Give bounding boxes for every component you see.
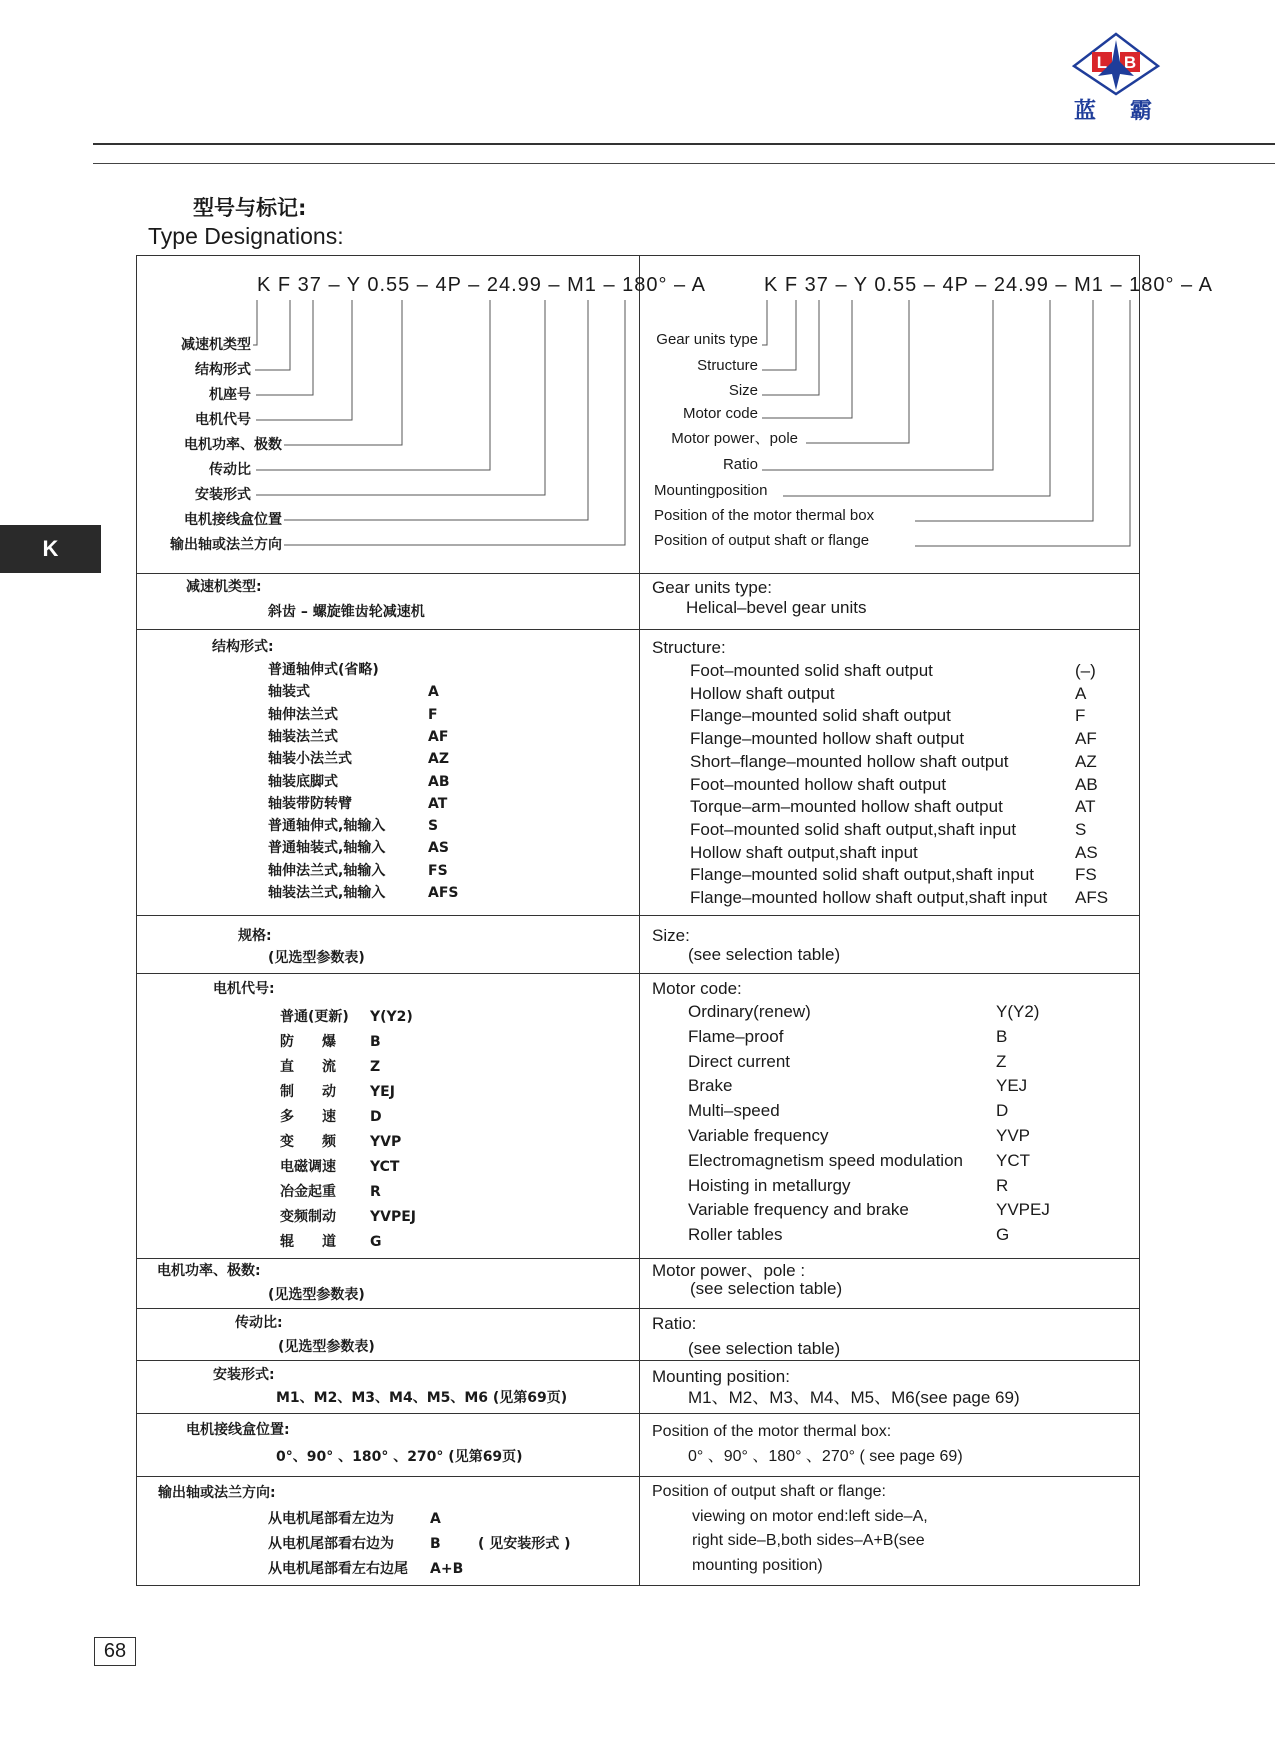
structure-cn-row-name: 轴伸法兰式: [268, 706, 338, 723]
output-cn-row-name: 从电机尾部看左右边尾: [268, 1561, 408, 1577]
motor-code-en-row-name: Ordinary(renew): [688, 1002, 811, 1021]
legend-en-item: Position of the motor thermal box: [654, 507, 875, 524]
structure-cn-row-code: AT: [428, 795, 448, 812]
motor-code-en-row-name: Variable frequency: [688, 1126, 829, 1145]
leader-lines: [0, 0, 1275, 600]
motor-code-en-row-code: YVP: [996, 1126, 1031, 1145]
structure-en-row-code: (–): [1075, 661, 1096, 680]
legend-en-item: Mountingposition: [654, 482, 768, 499]
motor-code-en-row-name: Variable frequency and brake: [688, 1200, 909, 1220]
title-en: Type Designations:: [148, 223, 344, 249]
structure-cn-row-name: 普通轴装式,轴输入: [268, 840, 386, 857]
output-cn-row-code: B: [430, 1536, 441, 1552]
row-divider: [136, 1476, 1140, 1477]
row-divider: [136, 1258, 1140, 1259]
structure-cn-row-name: 普通轴伸式,轴输入: [268, 818, 386, 835]
motor-code-cn-row-name: 冶金起重: [280, 1184, 336, 1200]
motor-power-en-label: Motor power、pole :: [652, 1261, 806, 1280]
legend-en-item: Size: [728, 382, 758, 399]
motor-power-en-value: (see selection table): [690, 1279, 843, 1298]
motor-code-en-row-name: Brake: [688, 1076, 733, 1096]
legend-cn-item: 电机代号: [195, 412, 251, 428]
structure-cn-row-code: AF: [428, 728, 449, 745]
ratio-en-value: (see selection table): [688, 1339, 841, 1358]
motor-code-en-row-code: YCT: [996, 1150, 1030, 1170]
structure-cn-row-code: S: [428, 818, 439, 835]
legend-en-item: Ratio: [722, 456, 758, 473]
row-divider: [136, 629, 1140, 630]
motor-code-cn-row-name: 防 爆: [280, 1034, 336, 1050]
row-divider: [136, 1308, 1140, 1309]
structure-cn-row-code: A: [428, 684, 439, 701]
structure-en-row-code: A: [1075, 683, 1087, 703]
output-en-label: Position of output shaft or flange:: [652, 1483, 886, 1500]
motor-code-cn-row-code: Z: [370, 1059, 381, 1075]
motor-code-en-row-code: Y(Y2): [996, 1002, 1040, 1021]
gear-type-en-label: Gear units type:: [652, 578, 773, 597]
size-en-value: (see selection table): [688, 945, 841, 964]
title-cn: 型号与标记:: [193, 196, 307, 220]
row-divider: [136, 1413, 1140, 1414]
motor-code-cn-row-code: YCT: [370, 1159, 400, 1175]
motor-code-en-row-code: D: [996, 1101, 1009, 1121]
thermal-box-en-label: Position of the motor thermal box:: [652, 1423, 892, 1440]
structure-cn-row-code: AS: [428, 840, 449, 857]
structure-cn-row-name: 轴装底脚式: [268, 773, 338, 790]
size-en-label: Size:: [652, 926, 690, 945]
logo-cn-right: 霸: [1130, 99, 1153, 124]
ratio-en-label: Ratio:: [652, 1314, 697, 1333]
section-tab-k: K: [0, 525, 101, 573]
output-en-line: viewing on motor end:left side–A,: [692, 1508, 928, 1525]
output-cn-row-code: A: [430, 1511, 441, 1527]
structure-cn-row-code: FS: [428, 862, 448, 879]
row-divider: [136, 915, 1140, 916]
structure-cn-row-code: AB: [428, 773, 450, 790]
ratio-cn-label: 传动比:: [235, 1315, 283, 1331]
motor-code-en-label: Motor code:: [652, 979, 742, 998]
legend-en-item: Motor power、pole: [671, 430, 798, 447]
legend-cn-item: 结构形式: [195, 362, 251, 378]
designation-code-cn: K F 37 – Y 0.55 – 4P – 24.99 – M1 – 180° – A: [257, 274, 706, 296]
structure-en-row-code: AB: [1075, 774, 1098, 794]
motor-code-cn-row-name: 直 流: [280, 1059, 336, 1075]
structure-en-row-code: AFS: [1075, 888, 1109, 907]
logo-cn-left: 蓝: [1074, 99, 1097, 124]
structure-cn-row-name: 轴装带防转臂: [268, 795, 352, 812]
structure-en-row-name: Torque–arm–mounted hollow shaft output: [690, 797, 1003, 817]
mounting-en-label: Mounting position:: [652, 1367, 790, 1386]
motor-code-en-row-name: Direct current: [688, 1051, 791, 1071]
gear-type-cn-label: 减速机类型:: [186, 579, 262, 595]
logo-letter-b: B: [1123, 53, 1137, 72]
legend-en-item: Position of output shaft or flange: [654, 532, 870, 549]
legend-cn-item: 电机功率、极数: [184, 437, 282, 453]
row-divider: [136, 973, 1140, 974]
motor-code-en-row-name: Electromagnetism speed modulation: [688, 1150, 963, 1170]
motor-code-cn-row-name: 多 速: [280, 1109, 336, 1125]
motor-code-cn-row-code: G: [370, 1234, 382, 1250]
legend-cn-item: 输出轴或法兰方向: [170, 537, 282, 553]
structure-en-row-name: Short–flange–mounted hollow shaft output: [690, 751, 1009, 771]
page-number: 68: [94, 1637, 136, 1666]
structure-cn-row-code: F: [428, 706, 438, 723]
output-cn-label: 输出轴或法兰方向:: [158, 1485, 276, 1501]
legend-en-item: Structure: [697, 357, 758, 374]
motor-code-cn-row-name: 普通(更新): [280, 1009, 349, 1025]
motor-code-cn-row-code: YVP: [370, 1134, 402, 1150]
designation-code-en: K F 37 – Y 0.55 – 4P – 24.99 – M1 – 180° – A: [764, 274, 1213, 296]
output-cn-row-code: A+B: [430, 1561, 464, 1577]
structure-cn-row-name: 轴装法兰式: [268, 728, 338, 745]
output-en-line: right side–B,both sides–A+B(see: [692, 1532, 925, 1549]
gear-type-en-value: Helical–bevel gear units: [686, 598, 867, 617]
structure-en-row-name: Foot–mounted solid shaft output,shaft input: [690, 819, 1017, 839]
structure-en-row-name: Foot–mounted solid shaft output: [690, 661, 933, 680]
structure-cn-row-code: AFS: [428, 885, 459, 901]
motor-code-cn-row-name: 电磁调速: [280, 1159, 336, 1175]
thermal-box-en-value: 0° 、90° 、180° 、270° ( see page 69): [688, 1448, 963, 1465]
gear-type-cn-value: 斜齿 – 螺旋锥齿轮减速机: [268, 604, 425, 620]
output-cn-note: ( 见安装形式 ): [478, 1536, 571, 1552]
size-cn-value: (见选型参数表): [268, 950, 365, 966]
motor-code-en-row-code: Z: [996, 1051, 1007, 1071]
structure-en-row-name: Flange–mounted hollow shaft output,shaft input: [690, 888, 1048, 907]
motor-code-cn-row-name: 变 频: [280, 1134, 336, 1150]
output-cn-row-name: 从电机尾部看左边为: [268, 1511, 394, 1527]
legend-en-item: Motor code: [682, 405, 758, 422]
motor-code-cn-label: 电机代号:: [213, 981, 275, 997]
motor-power-cn-label: 电机功率、极数:: [157, 1263, 261, 1279]
structure-cn-row-name: 轴装法兰式,轴输入: [268, 885, 386, 901]
legend-cn-item: 安装形式: [195, 487, 251, 503]
motor-code-cn-row-code: B: [370, 1034, 381, 1050]
motor-code-en-row-code: B: [996, 1026, 1008, 1046]
legend-cn-item: 传动比: [209, 462, 251, 478]
motor-code-en-row-code: YVPEJ: [996, 1200, 1050, 1220]
structure-cn-row-name: 普通轴伸式(省略): [268, 662, 379, 678]
motor-code-en-row-name: Roller tables: [688, 1225, 783, 1245]
mounting-cn-label: 安装形式:: [213, 1367, 275, 1383]
motor-code-cn-row-code: R: [370, 1184, 381, 1200]
structure-cn-row-name: 轴伸法兰式,轴输入: [268, 862, 386, 879]
motor-code-en-row-name: Flame–proof: [688, 1026, 784, 1046]
motor-code-en-row-code: G: [996, 1225, 1010, 1245]
motor-code-cn-row-name: 变频制动: [280, 1209, 336, 1225]
structure-en-row-code: S: [1075, 819, 1087, 839]
legend-en-item: Gear units type: [656, 331, 758, 348]
output-en-line: mounting position): [692, 1557, 823, 1574]
ratio-cn-value: (见选型参数表): [278, 1339, 375, 1355]
structure-cn-label: 结构形式:: [212, 639, 274, 655]
structure-cn-row-name: 轴装式: [268, 684, 310, 701]
motor-code-en-row-name: Multi–speed: [688, 1101, 780, 1121]
structure-en-row-name: Foot–mounted hollow shaft output: [690, 774, 947, 794]
motor-code-cn-row-code: Y(Y2): [370, 1009, 413, 1025]
structure-en-label: Structure:: [652, 638, 726, 657]
motor-code-en-row-code: YEJ: [996, 1076, 1028, 1096]
legend-cn-item: 机座号: [209, 387, 251, 403]
logo-letter-l: L: [1096, 53, 1108, 72]
structure-en-row-name: Hollow shaft output,shaft input: [690, 842, 918, 862]
structure-en-row-code: AT: [1075, 797, 1096, 817]
structure-en-row-name: Hollow shaft output: [690, 683, 835, 703]
structure-en-row-code: AZ: [1075, 751, 1097, 771]
motor-code-cn-row-name: 制 动: [280, 1084, 336, 1100]
mounting-en-value: M1、M2、M3、M4、M5、M6(see page 69): [688, 1388, 1020, 1407]
thermal-box-cn-label: 电机接线盒位置:: [186, 1422, 290, 1438]
structure-en-row-name: Flange–mounted solid shaft output: [690, 706, 951, 726]
structure-en-row-code: AS: [1075, 842, 1098, 862]
structure-en-row-code: F: [1075, 706, 1086, 726]
motor-code-cn-row-name: 辊 道: [280, 1234, 336, 1250]
legend-cn-item: 电机接线盒位置: [184, 512, 282, 528]
structure-cn-row-name: 轴装小法兰式: [268, 751, 352, 768]
structure-en-row-name: Flange–mounted solid shaft output,shaft input: [690, 865, 1035, 885]
motor-code-cn-row-code: D: [370, 1109, 382, 1125]
size-cn-label: 规格:: [238, 928, 272, 944]
motor-code-cn-row-code: YEJ: [370, 1084, 395, 1100]
motor-code-en-row-code: R: [996, 1175, 1009, 1195]
row-divider: [136, 1360, 1140, 1361]
structure-en-row-code: AF: [1075, 729, 1097, 749]
structure-en-row-code: FS: [1075, 865, 1097, 885]
structure-cn-row-code: AZ: [428, 751, 449, 768]
output-cn-row-name: 从电机尾部看右边为: [268, 1536, 394, 1552]
motor-code-en-row-name: Hoisting in metallurgy: [688, 1175, 851, 1195]
thermal-box-cn-value: 0°、90° 、180° 、270° (见第69页): [276, 1449, 523, 1465]
structure-en-row-name: Flange–mounted hollow shaft output: [690, 729, 965, 749]
mounting-cn-value: M1、M2、M3、M4、M5、M6 (见第69页): [276, 1390, 568, 1406]
motor-code-cn-row-code: YVPEJ: [370, 1209, 417, 1225]
legend-cn-item: 减速机类型: [181, 337, 251, 353]
motor-power-cn-value: (见选型参数表): [268, 1287, 365, 1303]
